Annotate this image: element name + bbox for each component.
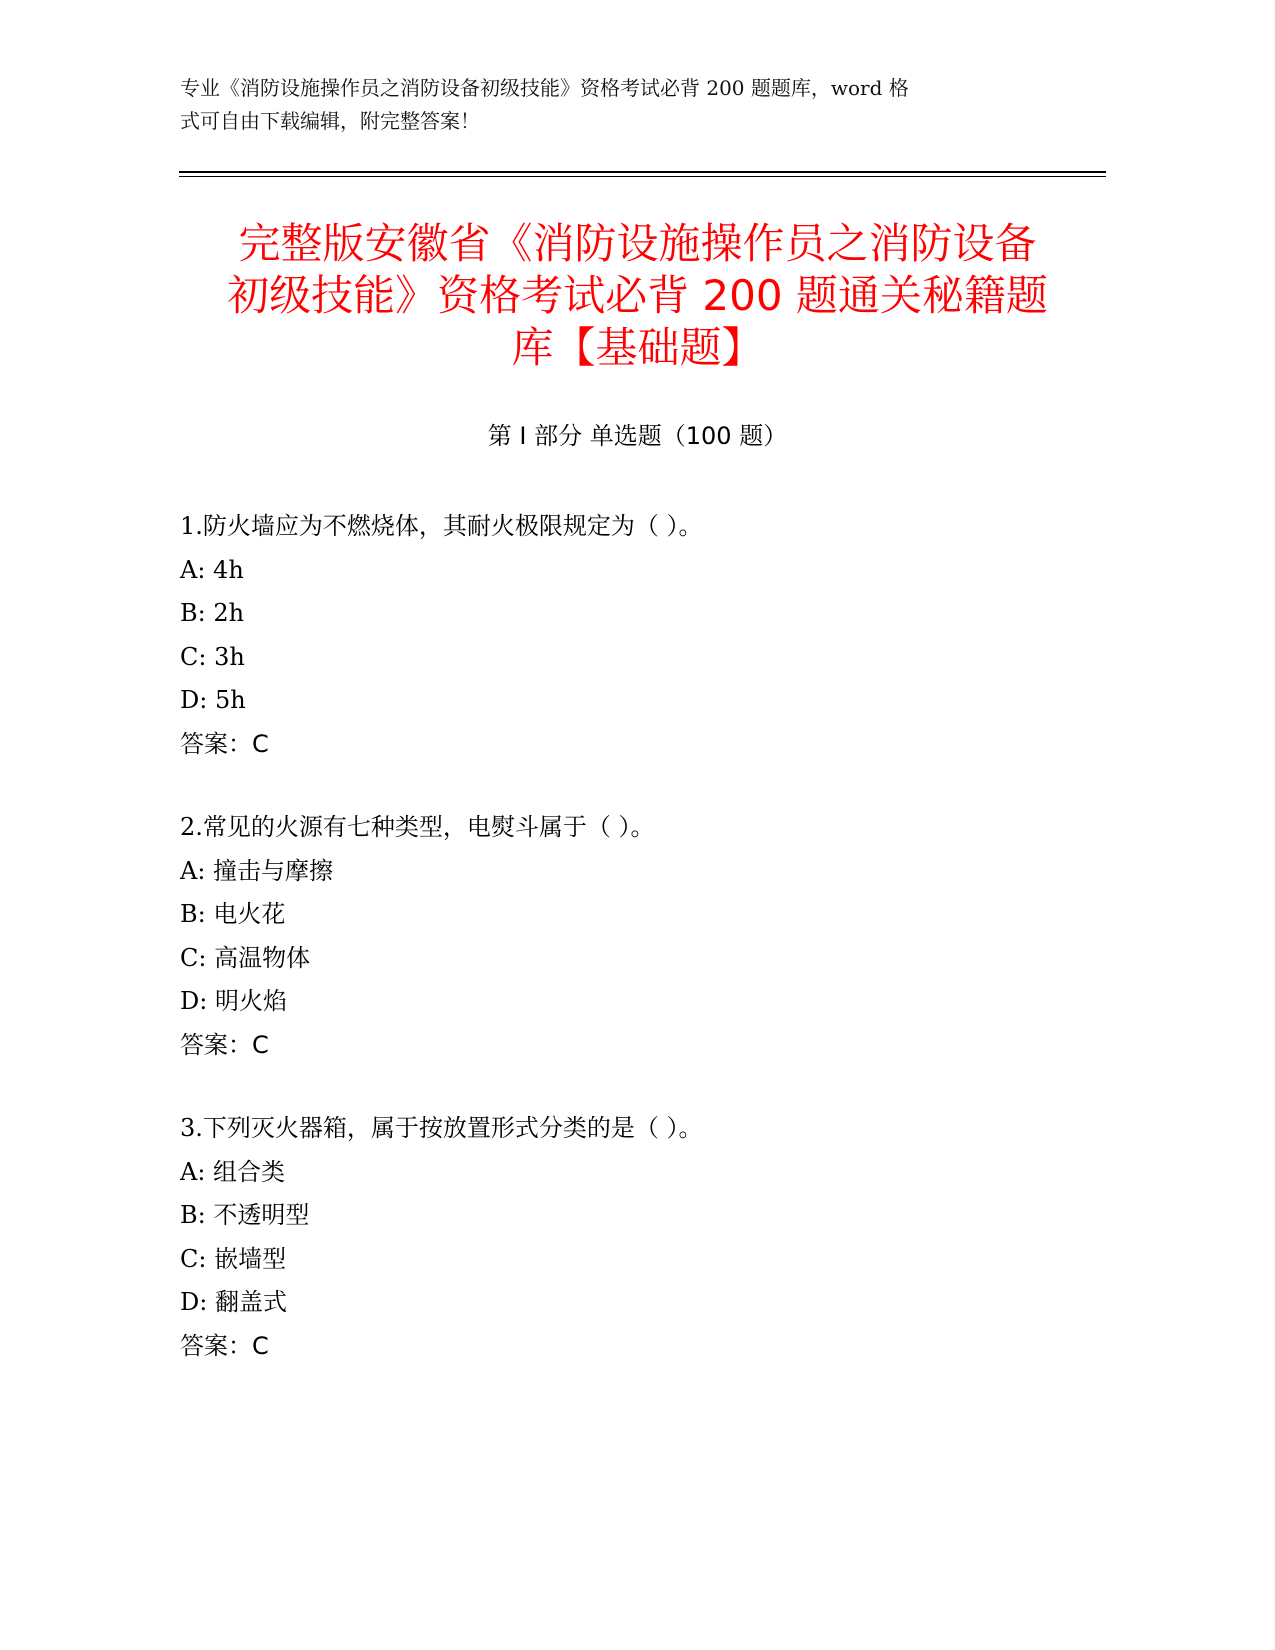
header-note [180,72,1030,138]
option-b: B: 2h [180,599,245,627]
option-d: D: 翻盖式 [180,1288,287,1316]
option-c: C: 3h [180,642,245,671]
document-title [150,218,1125,374]
answer: 答案：C [180,1331,269,1360]
header-note-line-2: 式可自由下载编辑，附完整答案！ [180,109,480,133]
option-a: A: 4h [180,555,244,584]
document-title-line-3: 库【基础题】 [511,323,764,372]
question-stem: 2.常见的火源有七种类型，电熨斗属于（ ）。 [180,813,655,841]
option-d: D: 明火焰 [180,987,287,1015]
section-heading: 第 I 部分 单选题（100 题） [487,422,788,450]
option-d: D: 5h [180,686,246,714]
header-note-line-1: 专业《消防设施操作员之消防设备初级技能》资格考试必背 200 题题库，word 格 [180,76,909,100]
option-a: A: 组合类 [180,1157,286,1186]
question-list [180,505,1080,1408]
question-stem: 1.防火墙应为不燃烧体，其耐火极限规定为（ ）。 [180,512,703,540]
question-1 [180,505,1080,766]
option-c: C: 高温物体 [180,943,311,972]
answer: 答案：C [180,1030,269,1059]
option-b: B: 不透明型 [180,1201,310,1229]
option-a: A: 撞击与摩擦 [180,856,334,885]
document-title-line-2: 初级技能》资格考试必背 200 题通关秘籍题 [227,271,1048,320]
header-divider-thin [179,176,1106,177]
option-b: B: 电火花 [180,900,286,928]
document-title-line-1: 完整版安徽省《消防设施操作员之消防设备 [238,219,1037,268]
answer: 答案：C [180,729,269,758]
header-divider-thick [179,171,1106,173]
question-stem: 3.下列灭火器箱，属于按放置形式分类的是（ ）。 [180,1114,703,1142]
question-3 [180,1107,1080,1368]
question-2 [180,806,1080,1067]
option-c: C: 嵌墙型 [180,1244,287,1273]
